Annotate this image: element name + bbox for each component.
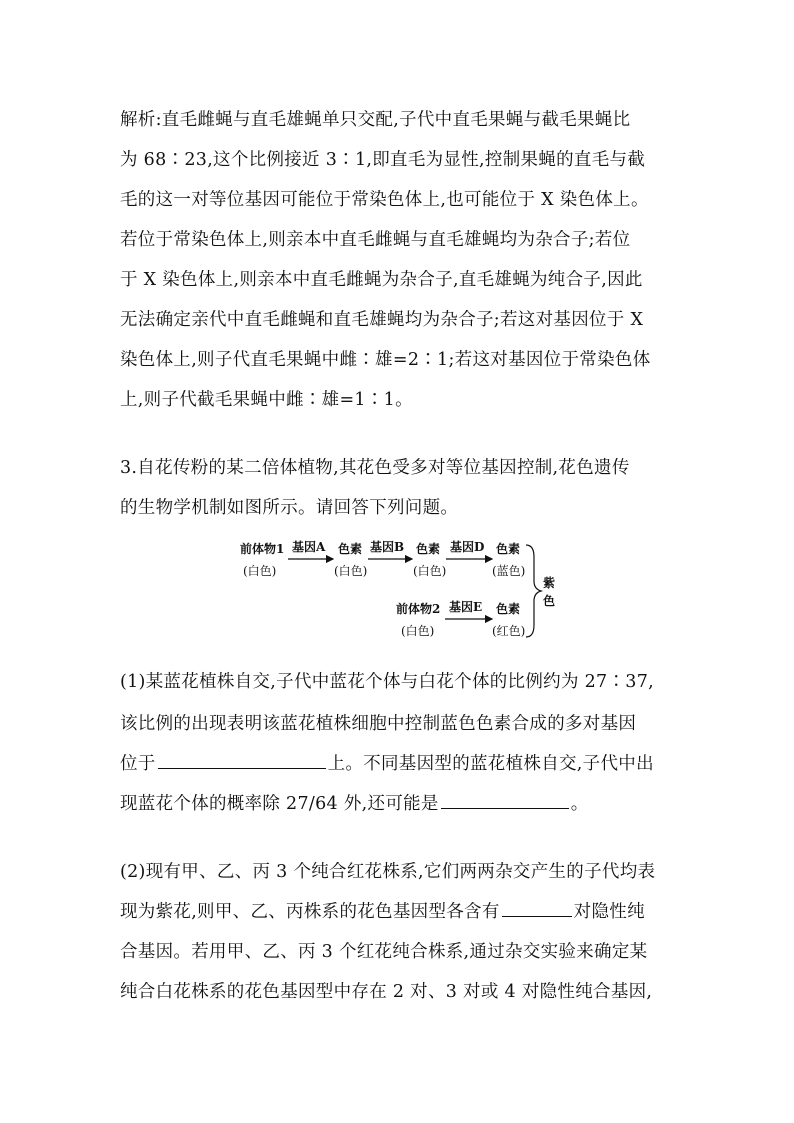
analysis-line: 毛的这一对等位基因可能位于常染色体上,也可能位于 X 染色体上。 bbox=[120, 190, 649, 210]
analysis-line: 上,则子代截毛果蝇中雌∶雄=1∶1。 bbox=[120, 390, 413, 410]
geneA-label: 基因A bbox=[292, 540, 326, 554]
part2-line: 纯合白花株系的花色基因型中存在 2 对、3 对或 4 对隐性纯合基因, bbox=[120, 982, 653, 1002]
precursor1-color: (白色) bbox=[243, 564, 277, 578]
precursor2-label: 前体物2 bbox=[396, 602, 441, 616]
pigment-b-label: 色素 bbox=[416, 542, 441, 556]
geneB-label: 基因B bbox=[370, 540, 405, 554]
precursor1-label: 前体物1 bbox=[240, 542, 285, 556]
part1-line4-start: 现蓝花个体的概率除 27/64 外,还可能是 bbox=[120, 794, 439, 814]
geneE-label: 基因E bbox=[449, 600, 483, 614]
pigment-a-color: (白色) bbox=[334, 564, 368, 578]
part1-line: 该比例的出现表明该蓝花植株细胞中控制蓝色色素合成的多对基因 bbox=[120, 714, 637, 734]
part2-line2-start: 现为紫花,则甲、乙、丙株系的花色基因型各含有 bbox=[120, 902, 500, 922]
analysis-line: 为 68∶23,这个比例接近 3∶1,即直毛为显性,控制果蝇的直毛与截 bbox=[120, 150, 646, 170]
purple-label-top: 紫 bbox=[543, 576, 556, 590]
combine-brace bbox=[526, 545, 541, 637]
pigment-blue-color: (蓝色) bbox=[492, 564, 526, 578]
part1-line bbox=[120, 750, 654, 775]
part1-line: (1)某蓝花植株自交,子代中蓝花个体与白花个体的比例约为 27∶37, bbox=[120, 672, 655, 692]
analysis-line: 于 X 染色体上,则亲本中直毛雌蝇为杂合子,直毛雄蝇为纯合子,因此 bbox=[120, 270, 643, 290]
geneD-label: 基因D bbox=[450, 540, 485, 554]
answer-blank-3[interactable] bbox=[502, 915, 572, 917]
question-line: 的生物学机制如图所示。请回答下列问题。 bbox=[120, 498, 459, 518]
pigment-b-color: (白色) bbox=[413, 564, 447, 578]
pigment-a-label: 色素 bbox=[338, 542, 363, 556]
pigment-red-label: 色素 bbox=[496, 602, 521, 616]
analysis-line: 染色体上,则子代直毛果蝇中雌∶雄=2∶1;若这对基因位于常染色体 bbox=[120, 350, 651, 370]
answer-blank-2[interactable] bbox=[441, 807, 569, 809]
part1-line3-start: 位于 bbox=[120, 754, 156, 774]
pigment-blue-label: 色素 bbox=[496, 542, 521, 556]
part2-line: 合基因。若用甲、乙、丙 3 个红花纯合株系,通过杂交实验来确定某 bbox=[120, 942, 648, 962]
question-line: 3.自花传粉的某二倍体植物,其花色受多对等位基因控制,花色遗传 bbox=[120, 458, 630, 478]
purple-label-bottom: 色 bbox=[543, 594, 556, 608]
part2-line bbox=[120, 898, 645, 923]
part1-line bbox=[120, 790, 589, 815]
analysis-line: 若位于常染色体上,则亲本中直毛雌蝇与直毛雄蝇均为杂合子;若位 bbox=[120, 230, 631, 250]
analysis-line: 无法确定亲代中直毛雌蝇和直毛雄蝇均为杂合子;若这对基因位于 X bbox=[120, 310, 644, 330]
part2-line: (2)现有甲、乙、丙 3 个纯合红花株系,它们两两杂交产生的子代均表 bbox=[120, 862, 656, 882]
analysis-line: 解析:直毛雌蝇与直毛雄蝇单只交配,子代中直毛果蝇与截毛果蝇比 bbox=[120, 110, 631, 130]
part2-line2-end: 对隐性纯 bbox=[573, 902, 645, 922]
precursor2-color: (白色) bbox=[401, 624, 435, 638]
pigment-pathway-diagram bbox=[230, 535, 570, 645]
part1-line4-end: 。 bbox=[570, 794, 589, 814]
part1-line3-end: 上。不同基因型的蓝花植株自交,子代中出 bbox=[327, 754, 654, 774]
pigment-red-color: (红色) bbox=[492, 624, 526, 638]
answer-blank-1[interactable] bbox=[158, 767, 326, 769]
